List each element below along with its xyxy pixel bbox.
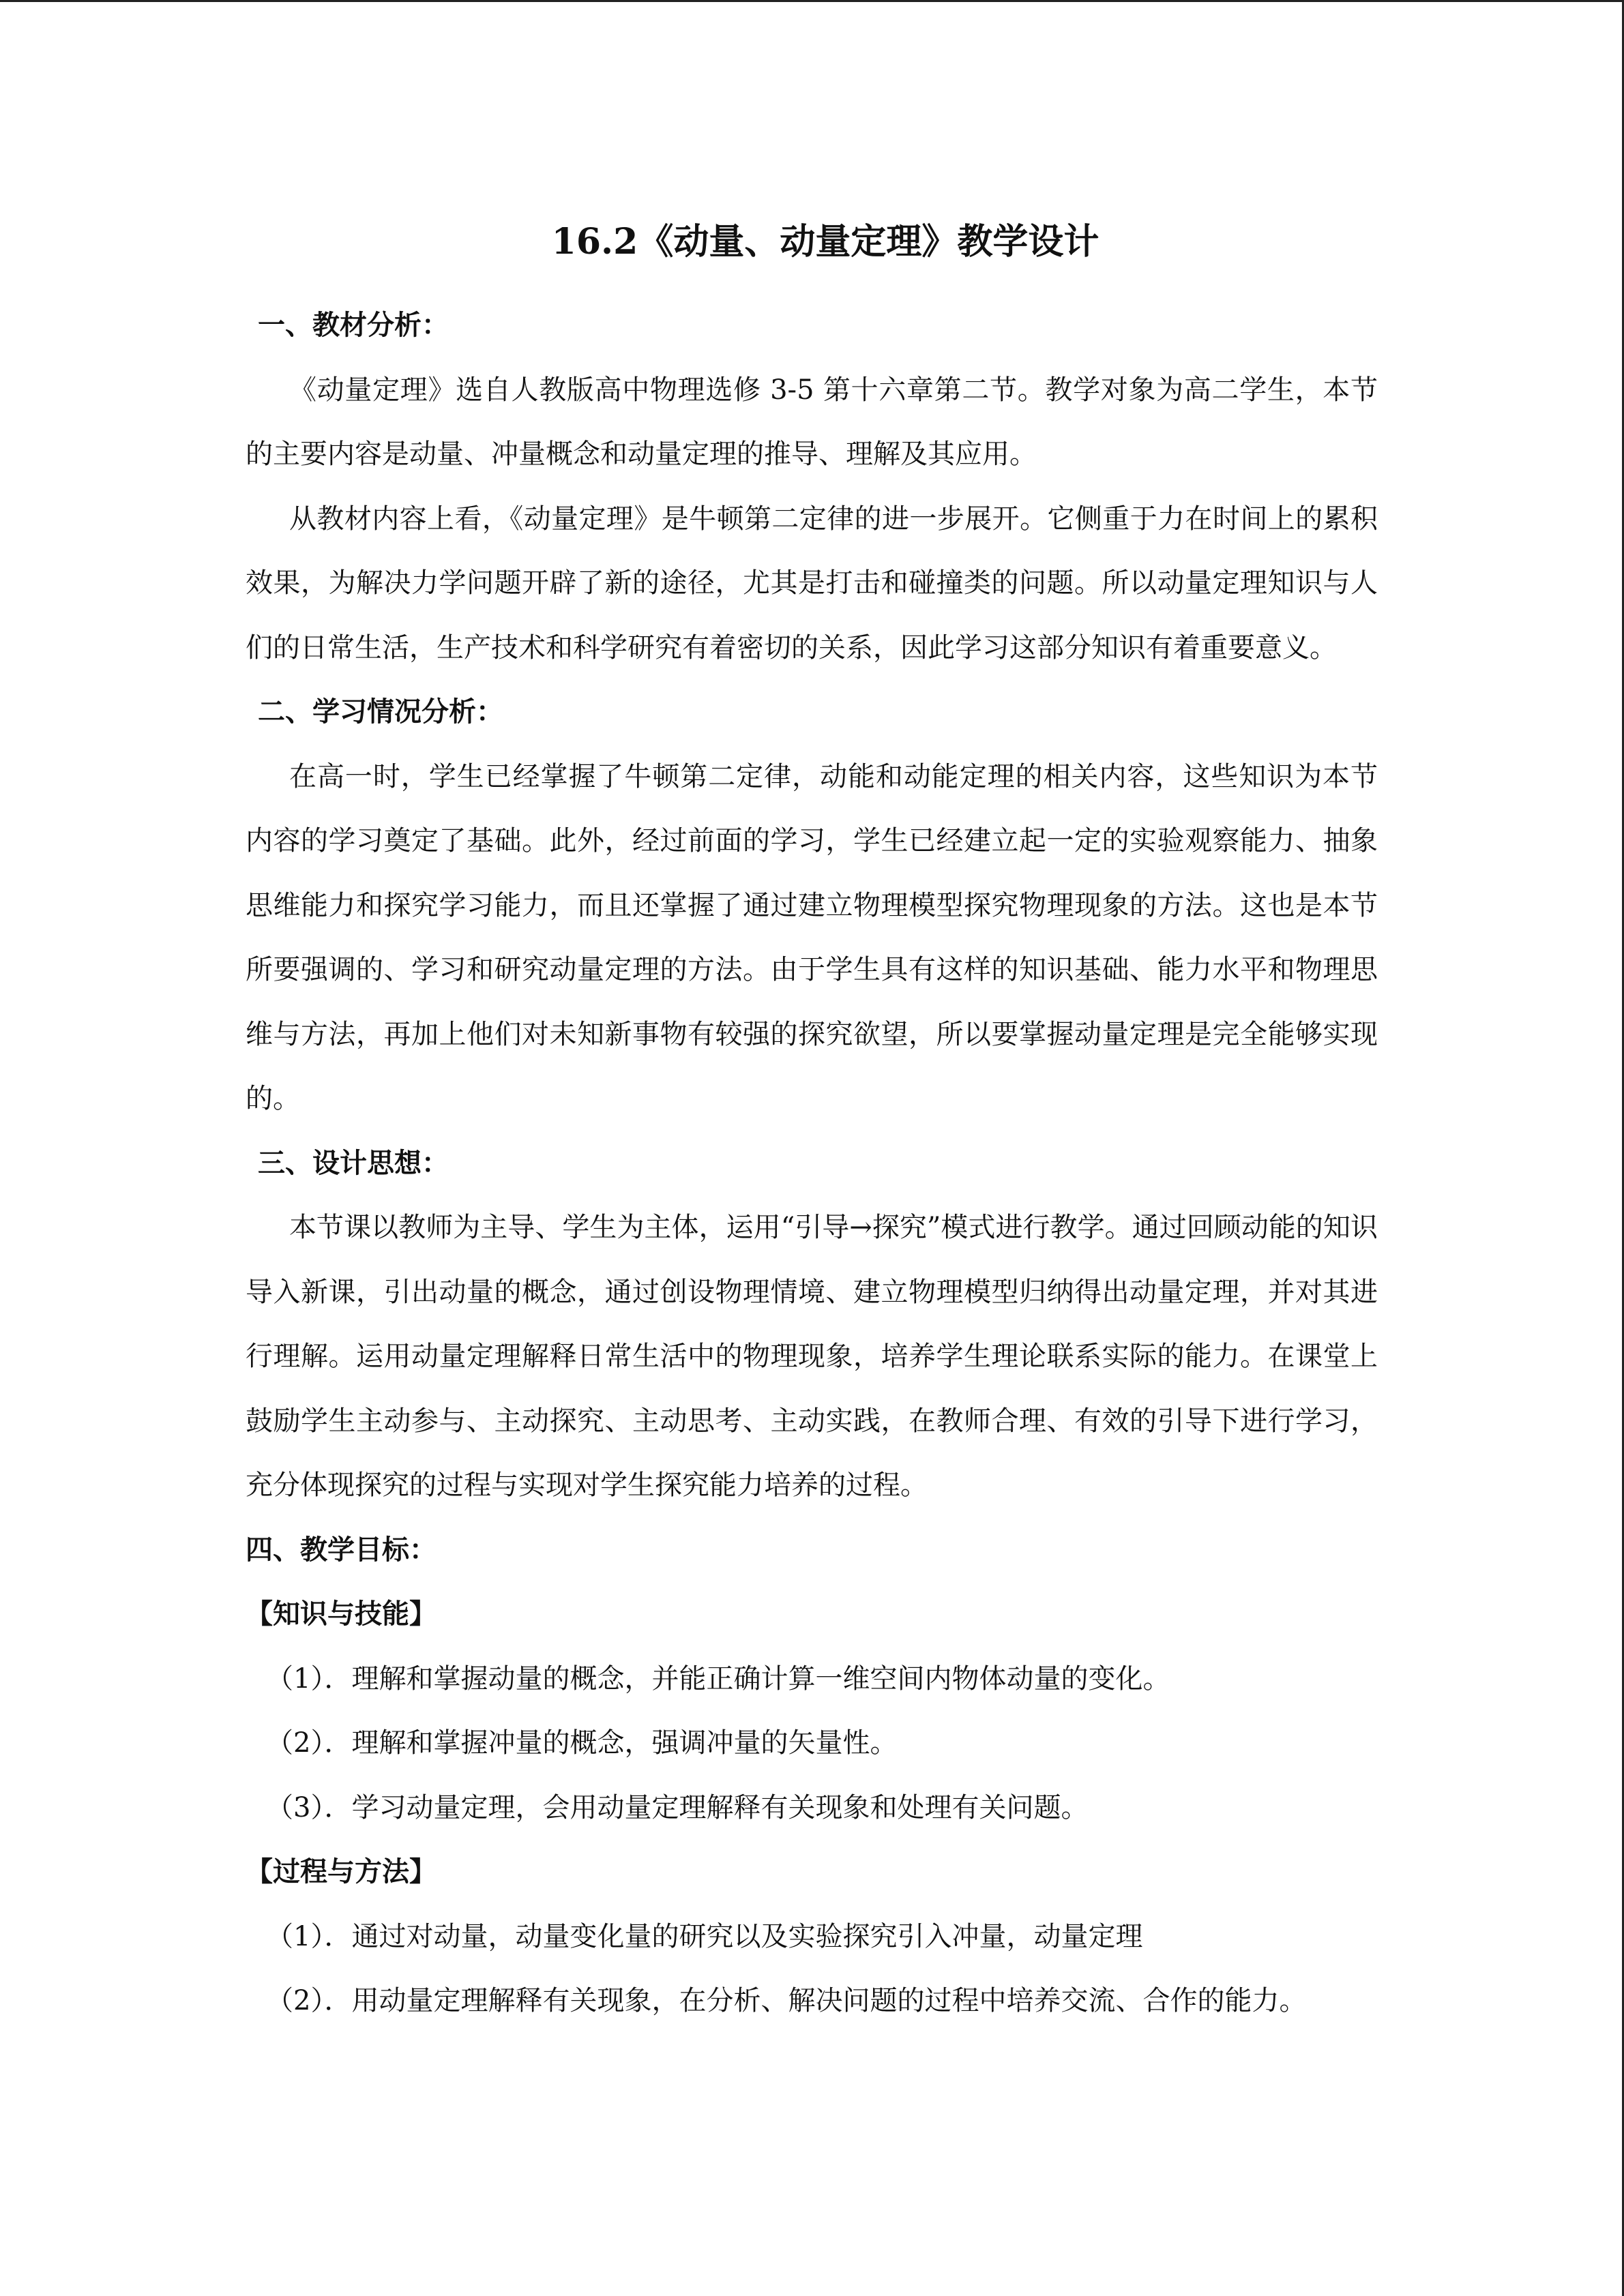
paragraph-textbook-intro: 《动量定理》选自人教版高中物理选修 3-5 第十六章第二节。教学对象为高二学生，本节的主要内容是动量、冲量概念和动量定理的推导、理解及其应用。	[246, 374, 1378, 470]
document-page	[246, 205, 1378, 2033]
list-item-knowledge-2: （2）．理解和掌握冲量的概念，强调冲量的矢量性。	[266, 1727, 898, 1759]
section-heading-design-idea: 三、设计思想：	[258, 1146, 449, 1179]
paragraph-design-idea: 本节课以教师为主导、学生为主体，运用“引导→探究”模式进行教学。通过回顾动能的知识导入新课，引出动量的概念，通过创设物理情境、建立物理模型归纳得出动量定理，并对其进行理解。运用动量定理解释日常生活中的物理现象，培养学生理论联系实际的能力。在课堂上鼓励学生主动参与、主动探究、主动思考、主动实践，在教师合理、有效的引导下进行学习，充分体现探究的过程与实现对学生探究能力培养的过程。	[246, 1212, 1378, 1501]
section-heading-learning-analysis: 二、学习情况分析：	[258, 696, 503, 728]
subheading-process-methods: 【过程与方法】	[246, 1855, 437, 1888]
section-heading-textbook-analysis: 一、教材分析：	[258, 309, 449, 341]
list-item-process-1: （1）．通过对动量，动量变化量的研究以及实验探究引入冲量，动量定理	[266, 1920, 1143, 1952]
document-title: 16.2《动量、动量定理》教学设计	[551, 221, 1099, 263]
paragraph-textbook-content: 从教材内容上看，《动量定理》是牛顿第二定律的进一步展开。它侧重于力在时间上的累积效果，为解决力学问题开辟了新的途径，尤其是打击和碰撞类的问题。所以动量定理知识与人们的日常生活，生产技术和科学研究有着密切的关系，因此学习这部分知识有着重要意义。	[246, 503, 1378, 664]
list-item-knowledge-3: （3）．学习动量定理，会用动量定理解释有关现象和处理有关问题。	[266, 1791, 1089, 1823]
subheading-knowledge-skills: 【知识与技能】	[246, 1598, 437, 1630]
section-heading-teaching-goals: 四、教学目标：	[246, 1533, 437, 1566]
page-top-border	[0, 0, 1624, 2]
list-item-knowledge-1: （1）．理解和掌握动量的概念，并能正确计算一维空间内物体动量的变化。	[266, 1663, 1170, 1695]
paragraph-learning-analysis: 在高一时，学生已经掌握了牛顿第二定律，动能和动能定理的相关内容，这些知识为本节内容的学习奠定了基础。此外，经过前面的学习，学生已经建立起一定的实验观察能力、抽象思维能力和探究学习能力，而且还掌握了通过建立物理模型探究物理现象的方法。这也是本节所要强调的、学习和研究动量定理的方法。由于学生具有这样的知识基础、能力水平和物理思维与方法，再加上他们对未知新事物有较强的探究欲望，所以要掌握动量定理是完全能够实现的。	[246, 760, 1378, 1114]
list-item-process-2: （2）．用动量定理解释有关现象，在分析、解决问题的过程中培养交流、合作的能力。	[266, 1985, 1307, 2016]
